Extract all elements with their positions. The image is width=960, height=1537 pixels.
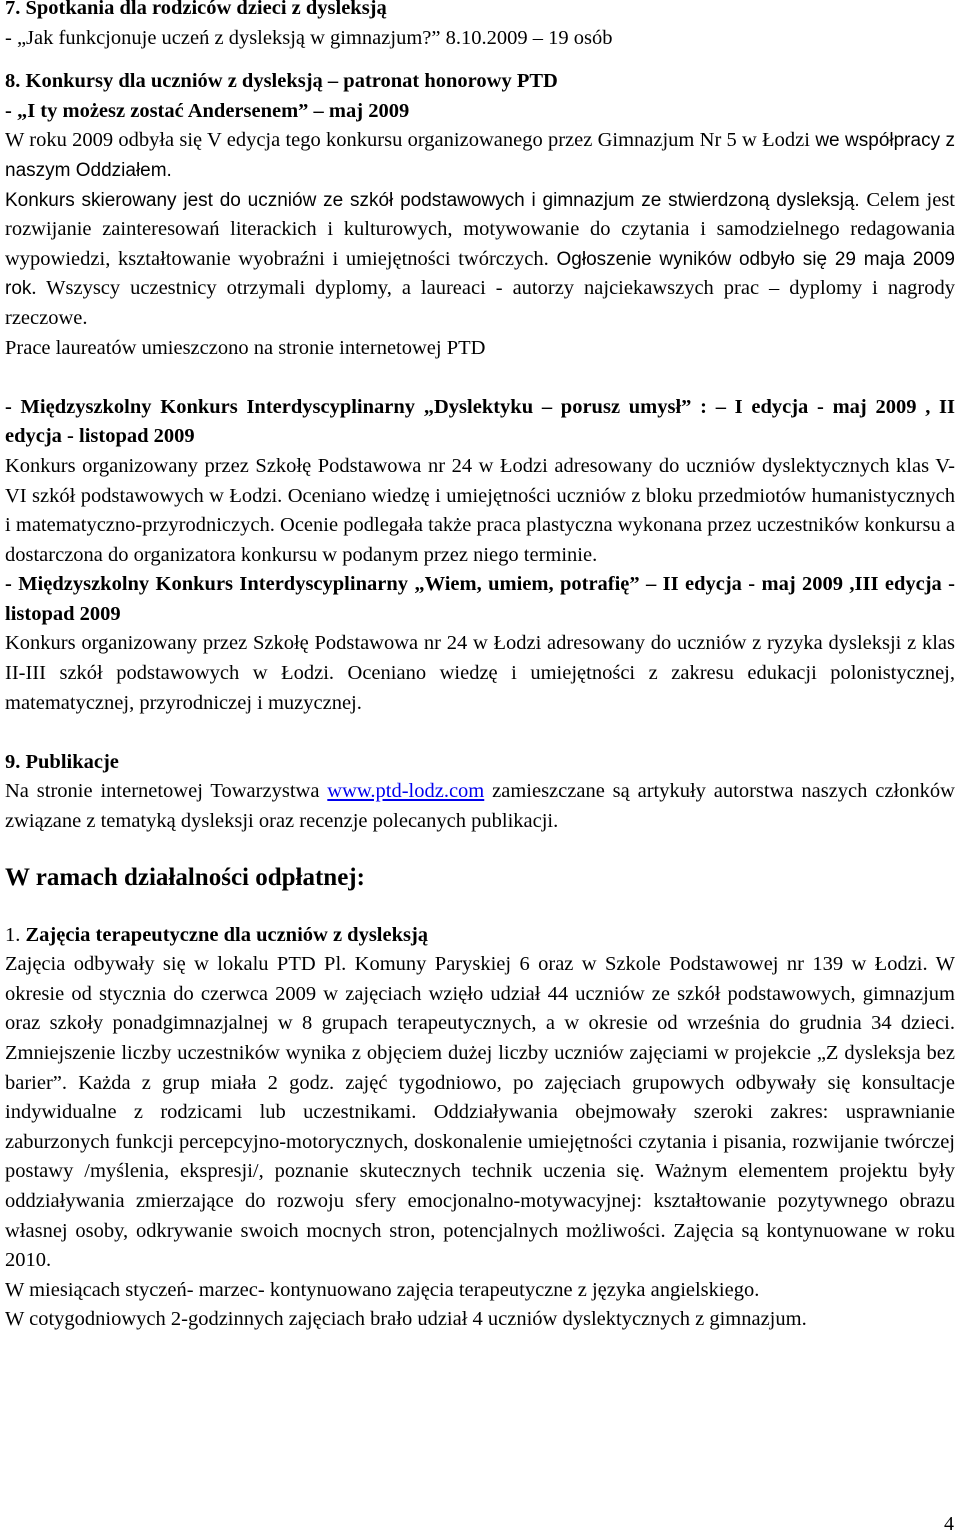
list-number: 1. xyxy=(5,923,21,946)
therapy-title xyxy=(5,921,955,951)
paragraph-text: Na stronie internetowej Towarzystwa xyxy=(5,780,328,803)
section-7-item: - „Jak funkcjonuje uczeń z dysleksją w gimnazjum?” 8.10.2009 – 19 osób xyxy=(5,26,613,49)
paragraph-text: . Wszyscy uczestnicy otrzymali dyplomy, a laureaci - autorzy najciekawszych prac – dyplomy i nagrody rzeczowe. xyxy=(5,277,955,329)
contest-andersen-paragraph-3: Prace laureatów umieszczono na stronie internetowej PTD xyxy=(5,336,486,359)
page-number: 4 xyxy=(944,1513,954,1535)
section-9-title: 9. Publikacje xyxy=(5,750,119,773)
spacer xyxy=(5,893,955,921)
section-7-title: 7. Spotkania dla rodziców dzieci z dysleksją xyxy=(5,0,387,19)
contest-andersen-paragraph-2 xyxy=(5,186,955,334)
section-8-title: 8. Konkursy dla uczniów z dysleksją – patronat honorowy PTD xyxy=(5,70,558,93)
paragraph-text: W roku 2009 odbyła się V edycja tego konkursu organizowanego przez Gimnazjum Nr 5 w Łodzi xyxy=(5,129,810,152)
paragraph-text: Konkurs skierowany jest do uczniów ze szkół podstawowych i gimnazjum ze stwierdzoną dysleksją. xyxy=(5,189,860,211)
spacer xyxy=(5,53,955,67)
contest-andersen-paragraph-1 xyxy=(5,126,955,185)
spacer xyxy=(5,718,955,748)
paragraph-text: zamieszczane są artykuły autorstwa naszych członków związane z tematyką dysleksji oraz recenzje polecanych publikacji. xyxy=(5,780,955,833)
contest-dyslektyku-text: Konkurs organizowany przez Szkołę Podstawowa nr 24 w Łodzi adresowany do uczniów dyslektycznych klas V-VI szkół podstawowych w Łodzi. Oceniano wiedzę i umiejętności uczniów z bloku przedmiotów humanistycznych i matematyczno-przyrodniczych. Ocenie podlegała także praca plastyczna wykonana przez uczestników konkursu a dostarczona do organizatora konkursu w podanym przez niego terminie. xyxy=(5,454,955,566)
spacer xyxy=(5,363,955,393)
therapy-english: W miesiącach styczeń- marzec- kontynuowano zajęcia terapeutyczne z języka angielskiego. xyxy=(5,1278,760,1301)
paragraph-text: we współpracy z naszym Oddziałem. xyxy=(5,130,955,181)
therapy-description: Zajęcia odbywały się w lokalu PTD Pl. Komuny Paryskiej 6 oraz w Szkole Podstawowej nr 139 w Łodzi. W okresie od stycznia do czerwca 2009 w zajęciach wzięło udział 44 uczniów ze szkół podstawowych, gimnazjum oraz szkoły ponadgimnazjalnej w 8 grupach terapeutycznych, a w okresie od września do grudnia 34 dzieci. Zmniejszenie liczby uczestników wynika z objęciem dużej liczby uczniów zajęciami w projekcie „Z dysleksja bez barier”. Każda z grup miała 2 godz. zajęć tygodniowo, po zajęciach grupowych odbywały się konsultacje indywidualne z rodzicami lub uczestnikami. Oddziaływania obejmowały szeroki zakres: usprawnianie zaburzonych funkcji percepcyjno-motorycznych, doskonalenie umiejętności czytania i pisania, rozwijanie twórczej postawy /myślenia, ekspresji/, poznanie skutecznych technik uczenia się. Ważnym elementem projektu były oddziaływania zmierzające do rozwoju sfery emocjonalno-motywacyjnej: kształtowanie pozytywnego obrazu własnej osoby, odkrywanie swoich mocnych stron, potencjalnych możliwości. Zajęcia są kontynuowane w roku 2010. xyxy=(5,953,955,1272)
contest-wiem-umiem-text: Konkurs organizowany przez Szkołę Podstawowa nr 24 w Łodzi adresowany do uczniów z ryzyka dysleksji z klas II-III szkół podstawowych w Łodzi. Oceniano wiedzę i umiejętności z zakresu edukacji polonistycznej, matematycznej, przyrodniczej i muzycznej. xyxy=(5,632,955,714)
therapy-weekly: W cotygodniowych 2-godzinnych zajęciach brało udział 4 uczniów dyslektycznych z gimnazjum. xyxy=(5,1308,807,1331)
contest-wiem-umiem-heading: - Międzyszkolny Konkurs Interdyscyplinarny „Wiem, umiem, potrafię” – II edycja - maj 2009 ,III edycja - listopad 2009 xyxy=(5,573,955,625)
document-page xyxy=(5,0,955,1335)
section-9-text xyxy=(5,777,955,836)
spacer xyxy=(5,837,955,863)
paragraph-text: Ogłoszenie wyników odbyło się 29 maja 2009 rok xyxy=(5,248,955,300)
ptd-website-link[interactable]: www.ptd-lodz.com xyxy=(327,780,485,803)
paid-activities-heading: W ramach działalności odpłatnej: xyxy=(5,863,365,891)
contest-dyslektyku-heading: - Międzyszkolny Konkurs Interdyscyplinarny „Dyslektyku – porusz umysł” : – I edycja - maj 2009 , II edycja - listopad 2009 xyxy=(5,395,955,448)
contest-andersen-heading: - „I ty możesz zostać Andersenem” – maj 2009 xyxy=(5,99,410,122)
therapy-title-text: Zajęcia terapeutyczne dla uczniów z dysleksją xyxy=(20,923,429,946)
paragraph-text: Celem jest rozwijanie zainteresowań literackich i kulturowych, motywowanie do czytania i samodzielnego redagowania wypowiedzi, kształtowanie wyobraźni i umiejętności twórczych. xyxy=(5,188,955,270)
